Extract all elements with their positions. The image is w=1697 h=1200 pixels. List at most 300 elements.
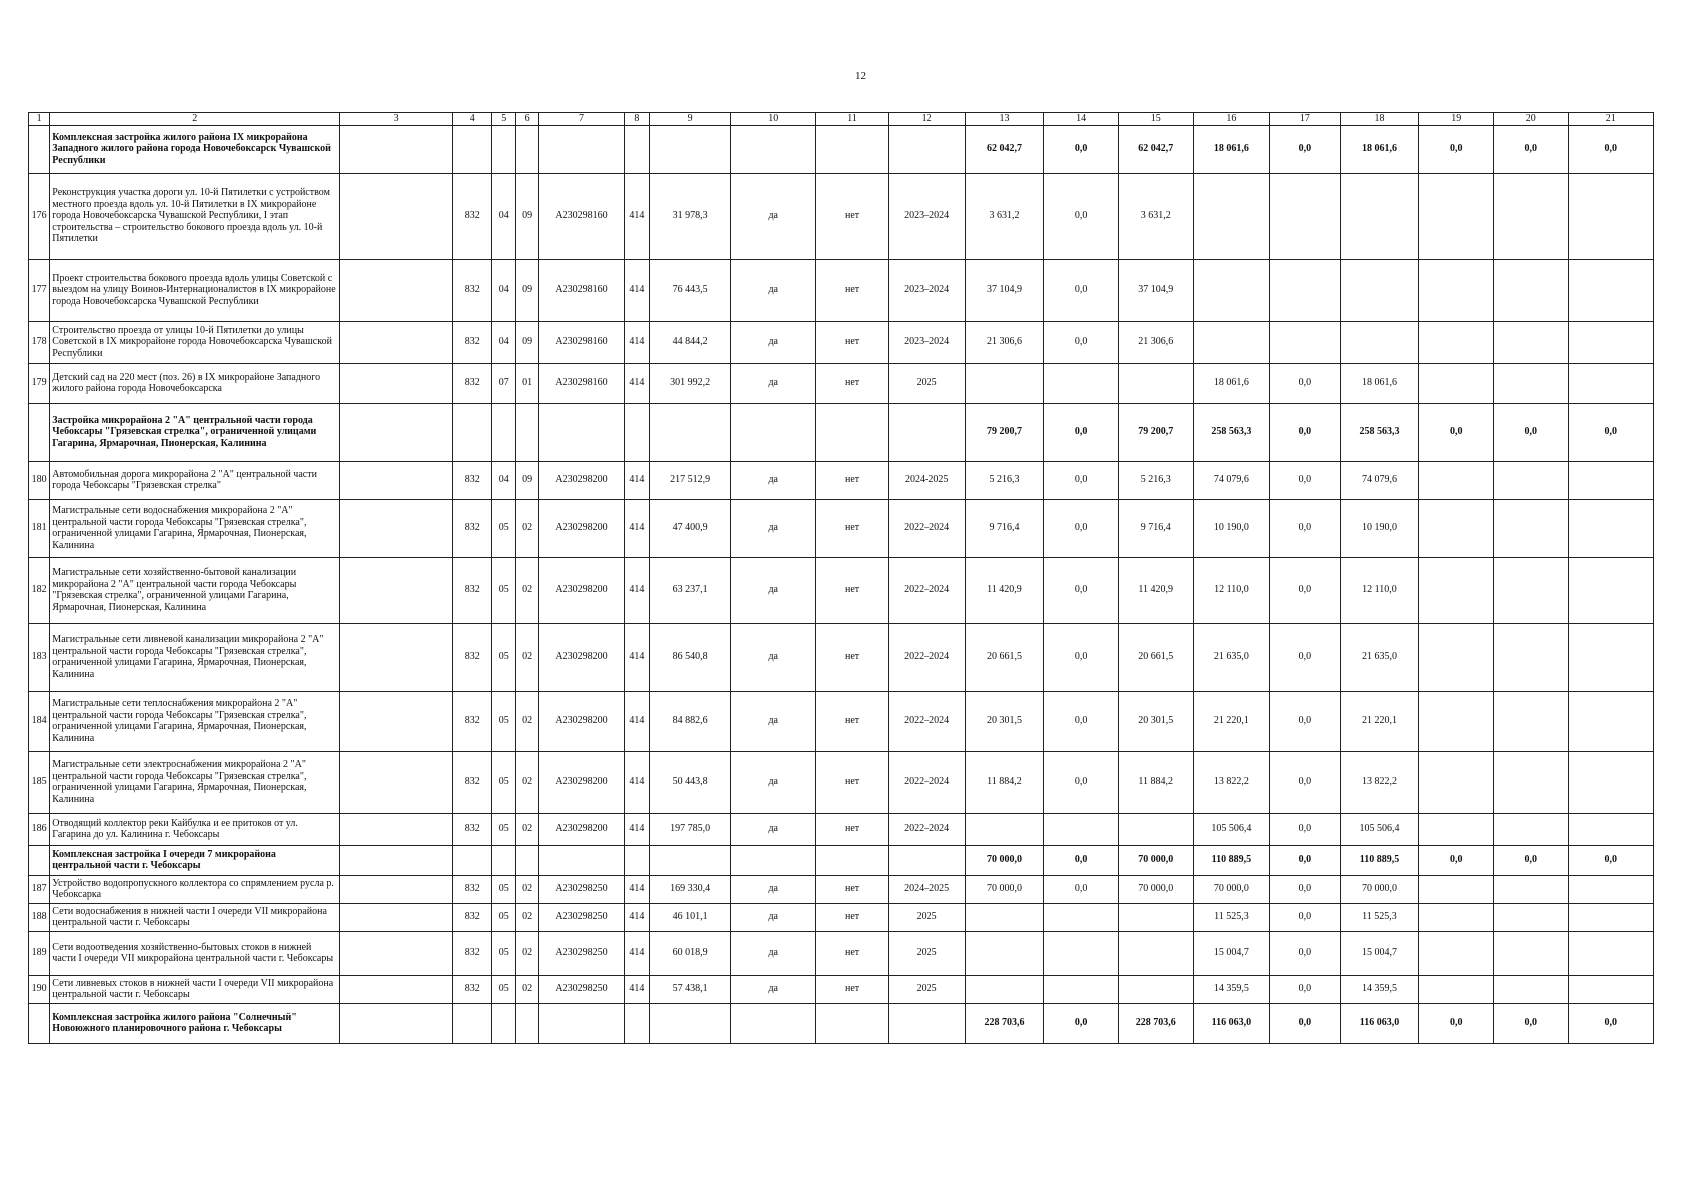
cell-col-15: 70 000,0: [1118, 875, 1193, 903]
cell-col-15: 70 000,0: [1118, 845, 1193, 875]
cell-col-14: [1044, 931, 1119, 975]
object-name-cell: Комплексная застройка I очереди 7 микрорайона центральной части г. Чебоксары: [50, 845, 340, 875]
cell-col-14: [1044, 975, 1119, 1003]
cell-col-13: 3 631,2: [965, 173, 1044, 259]
cell-col-21: [1568, 875, 1653, 903]
cell-col-16: 116 063,0: [1193, 1003, 1270, 1043]
cell-col-21: 0,0: [1568, 403, 1653, 461]
cell-col-16: 18 061,6: [1193, 125, 1270, 173]
cell-col-16: 10 190,0: [1193, 499, 1270, 557]
object-name-cell: Магистральные сети ливневой канализации микрорайона 2 "А" центральной части города Чебоксары "Грязевская стрелка", ограниченной улицами Гагарина, Ярмарочная, Пионерская, Калинина: [50, 623, 340, 691]
cell-col-13: [965, 813, 1044, 845]
cell-col-7: А230298200: [539, 499, 624, 557]
cell-col-21: 0,0: [1568, 1003, 1653, 1043]
cell-col-12: 2023–2024: [888, 173, 965, 259]
cell-col-7: [539, 845, 624, 875]
cell-col-10: да: [731, 751, 816, 813]
cell-col-18: [1340, 321, 1419, 363]
cell-col-4: 832: [453, 751, 492, 813]
cell-col-9: 169 330,4: [650, 875, 731, 903]
cell-col-11: нет: [816, 557, 888, 623]
cell-col-4: 832: [453, 691, 492, 751]
cell-col-20: [1493, 903, 1568, 931]
cell-col-10: [731, 403, 816, 461]
cell-col-7: А230298160: [539, 259, 624, 321]
cell-col-5: 05: [492, 813, 515, 845]
group-row: [29, 845, 1654, 875]
cell-col-14: 0,0: [1044, 691, 1119, 751]
cell-col-3: [340, 321, 453, 363]
cell-col-6: 01: [515, 363, 538, 403]
cell-col-11: нет: [816, 623, 888, 691]
cell-col-15: [1118, 975, 1193, 1003]
table-body: [29, 113, 1654, 1044]
cell-col-8: [624, 845, 650, 875]
cell-col-15: 20 661,5: [1118, 623, 1193, 691]
row-number-cell: 186: [29, 813, 50, 845]
cell-col-11: нет: [816, 903, 888, 931]
cell-col-21: [1568, 173, 1653, 259]
cell-col-6: 02: [515, 623, 538, 691]
cell-col-14: 0,0: [1044, 845, 1119, 875]
cell-col-19: [1419, 321, 1494, 363]
cell-col-13: 20 301,5: [965, 691, 1044, 751]
cell-col-4: [453, 403, 492, 461]
table-row: [29, 931, 1654, 975]
cell-col-13: 37 104,9: [965, 259, 1044, 321]
column-number-21: 21: [1568, 113, 1653, 126]
cell-col-9: [650, 403, 731, 461]
row-number-cell: 180: [29, 461, 50, 499]
cell-col-18: 12 110,0: [1340, 557, 1419, 623]
cell-col-21: [1568, 691, 1653, 751]
cell-col-19: 0,0: [1419, 1003, 1494, 1043]
cell-col-3: [340, 623, 453, 691]
cell-col-19: 0,0: [1419, 403, 1494, 461]
column-number-17: 17: [1270, 113, 1340, 126]
cell-col-17: 0,0: [1270, 623, 1340, 691]
cell-col-10: да: [731, 499, 816, 557]
cell-col-17: 0,0: [1270, 363, 1340, 403]
cell-col-21: [1568, 903, 1653, 931]
cell-col-4: 832: [453, 259, 492, 321]
table-row: [29, 461, 1654, 499]
cell-col-15: [1118, 363, 1193, 403]
cell-col-10: да: [731, 363, 816, 403]
cell-col-11: нет: [816, 363, 888, 403]
cell-col-3: [340, 363, 453, 403]
cell-col-17: 0,0: [1270, 557, 1340, 623]
cell-col-16: 21 635,0: [1193, 623, 1270, 691]
cell-col-14: 0,0: [1044, 321, 1119, 363]
cell-col-7: [539, 1003, 624, 1043]
table-row: [29, 363, 1654, 403]
cell-col-12: 2025: [888, 975, 965, 1003]
cell-col-18: 11 525,3: [1340, 903, 1419, 931]
cell-col-13: 70 000,0: [965, 845, 1044, 875]
cell-col-15: 5 216,3: [1118, 461, 1193, 499]
cell-col-10: да: [731, 903, 816, 931]
cell-col-8: [624, 403, 650, 461]
cell-col-3: [340, 499, 453, 557]
cell-col-13: [965, 931, 1044, 975]
cell-col-8: 414: [624, 173, 650, 259]
cell-col-11: нет: [816, 691, 888, 751]
cell-col-9: 197 785,0: [650, 813, 731, 845]
cell-col-14: 0,0: [1044, 751, 1119, 813]
cell-col-4: 832: [453, 875, 492, 903]
cell-col-17: [1270, 321, 1340, 363]
cell-col-20: [1493, 321, 1568, 363]
cell-col-6: [515, 845, 538, 875]
cell-col-15: 62 042,7: [1118, 125, 1193, 173]
cell-col-19: [1419, 931, 1494, 975]
cell-col-12: 2025: [888, 363, 965, 403]
cell-col-17: 0,0: [1270, 931, 1340, 975]
cell-col-10: да: [731, 461, 816, 499]
cell-col-5: 05: [492, 751, 515, 813]
cell-col-19: 0,0: [1419, 125, 1494, 173]
cell-col-6: 02: [515, 557, 538, 623]
object-name-cell: Устройство водопропускного коллектора со спрямлением русла р. Чебоксарка: [50, 875, 340, 903]
cell-col-10: да: [731, 875, 816, 903]
cell-col-16: 11 525,3: [1193, 903, 1270, 931]
cell-col-5: 05: [492, 975, 515, 1003]
cell-col-9: [650, 1003, 731, 1043]
cell-col-16: 21 220,1: [1193, 691, 1270, 751]
cell-col-4: [453, 125, 492, 173]
cell-col-6: [515, 125, 538, 173]
object-name-cell: Магистральные сети электроснабжения микрорайона 2 "А" центральной части города Чебоксары "Грязевская стрелка", ограниченной улицами Гагарина, Ярмарочная, Пионерская, Калинина: [50, 751, 340, 813]
object-name-cell: Комплексная застройка жилого района IX микрорайона Западного жилого района города Новочебоксарск Чувашской Республики: [50, 125, 340, 173]
cell-col-16: 14 359,5: [1193, 975, 1270, 1003]
cell-col-16: 15 004,7: [1193, 931, 1270, 975]
cell-col-13: 21 306,6: [965, 321, 1044, 363]
cell-col-10: да: [731, 321, 816, 363]
cell-col-4: 832: [453, 321, 492, 363]
cell-col-8: 414: [624, 691, 650, 751]
cell-col-9: 57 438,1: [650, 975, 731, 1003]
cell-col-14: 0,0: [1044, 623, 1119, 691]
row-number-cell: 177: [29, 259, 50, 321]
cell-col-6: [515, 403, 538, 461]
row-number-cell: 178: [29, 321, 50, 363]
cell-col-8: 414: [624, 321, 650, 363]
cell-col-11: [816, 845, 888, 875]
column-number-7: 7: [539, 113, 624, 126]
cell-col-7: [539, 125, 624, 173]
column-number-11: 11: [816, 113, 888, 126]
column-number-1: 1: [29, 113, 50, 126]
cell-col-18: 15 004,7: [1340, 931, 1419, 975]
cell-col-3: [340, 903, 453, 931]
cell-col-17: 0,0: [1270, 751, 1340, 813]
cell-col-18: 70 000,0: [1340, 875, 1419, 903]
cell-col-8: 414: [624, 875, 650, 903]
cell-col-15: 79 200,7: [1118, 403, 1193, 461]
cell-col-4: 832: [453, 931, 492, 975]
cell-col-7: А230298250: [539, 975, 624, 1003]
cell-col-20: [1493, 557, 1568, 623]
row-number-cell: 176: [29, 173, 50, 259]
cell-col-5: 05: [492, 903, 515, 931]
cell-col-7: А230298200: [539, 691, 624, 751]
cell-col-20: [1493, 751, 1568, 813]
cell-col-11: нет: [816, 975, 888, 1003]
row-number-cell: 190: [29, 975, 50, 1003]
cell-col-11: [816, 1003, 888, 1043]
table-row: [29, 173, 1654, 259]
cell-col-18: 21 220,1: [1340, 691, 1419, 751]
cell-col-16: 74 079,6: [1193, 461, 1270, 499]
row-number-cell: 179: [29, 363, 50, 403]
cell-col-12: 2022–2024: [888, 751, 965, 813]
cell-col-11: нет: [816, 931, 888, 975]
cell-col-21: [1568, 751, 1653, 813]
cell-col-3: [340, 975, 453, 1003]
cell-col-3: [340, 875, 453, 903]
cell-col-5: 04: [492, 321, 515, 363]
object-name-cell: Застройка микрорайона 2 "А" центральной части города Чебоксары "Грязевская стрелка", ограниченной улицами Гагарина, Ярмарочная, Пионерская, Калинина: [50, 403, 340, 461]
cell-col-7: А230298250: [539, 875, 624, 903]
column-number-3: 3: [340, 113, 453, 126]
cell-col-3: [340, 403, 453, 461]
cell-col-14: 0,0: [1044, 1003, 1119, 1043]
object-name-cell: Автомобильная дорога микрорайона 2 "А" центральной части города Чебоксары "Грязевская стрелка": [50, 461, 340, 499]
cell-col-3: [340, 845, 453, 875]
cell-col-13: 79 200,7: [965, 403, 1044, 461]
cell-col-11: [816, 125, 888, 173]
cell-col-18: 18 061,6: [1340, 363, 1419, 403]
table-row: [29, 875, 1654, 903]
cell-col-15: 9 716,4: [1118, 499, 1193, 557]
cell-col-7: А230298200: [539, 623, 624, 691]
table-row: [29, 259, 1654, 321]
cell-col-8: 414: [624, 461, 650, 499]
column-number-20: 20: [1493, 113, 1568, 126]
cell-col-8: 414: [624, 931, 650, 975]
cell-col-17: 0,0: [1270, 125, 1340, 173]
cell-col-16: [1193, 259, 1270, 321]
cell-col-20: [1493, 259, 1568, 321]
cell-col-13: 5 216,3: [965, 461, 1044, 499]
table-row: [29, 321, 1654, 363]
object-name-cell: Комплексная застройка жилого района "Солнечный" Новоюжного планировочного района г. Чебоксары: [50, 1003, 340, 1043]
group-row: [29, 1003, 1654, 1043]
cell-col-6: 09: [515, 321, 538, 363]
cell-col-16: 13 822,2: [1193, 751, 1270, 813]
cell-col-18: 110 889,5: [1340, 845, 1419, 875]
cell-col-18: 74 079,6: [1340, 461, 1419, 499]
cell-col-10: [731, 125, 816, 173]
cell-col-5: [492, 125, 515, 173]
column-number-4: 4: [453, 113, 492, 126]
cell-col-8: 414: [624, 259, 650, 321]
cell-col-19: [1419, 259, 1494, 321]
cell-col-21: [1568, 259, 1653, 321]
cell-col-6: 02: [515, 931, 538, 975]
cell-col-13: [965, 903, 1044, 931]
cell-col-15: 11 884,2: [1118, 751, 1193, 813]
row-number-cell: [29, 125, 50, 173]
cell-col-6: 02: [515, 751, 538, 813]
cell-col-9: 84 882,6: [650, 691, 731, 751]
cell-col-12: 2023–2024: [888, 321, 965, 363]
column-number-18: 18: [1340, 113, 1419, 126]
cell-col-20: [1493, 931, 1568, 975]
cell-col-12: 2025: [888, 931, 965, 975]
cell-col-19: [1419, 557, 1494, 623]
cell-col-12: [888, 403, 965, 461]
cell-col-21: 0,0: [1568, 845, 1653, 875]
cell-col-4: 832: [453, 461, 492, 499]
cell-col-17: 0,0: [1270, 813, 1340, 845]
object-name-cell: Магистральные сети водоснабжения микрорайона 2 "А" центральной части города Чебоксары "Грязевская стрелка", ограниченной улицами Гагарина, Ярмарочная, Пионерская, Калинина: [50, 499, 340, 557]
cell-col-20: [1493, 499, 1568, 557]
cell-col-10: да: [731, 813, 816, 845]
cell-col-15: 20 301,5: [1118, 691, 1193, 751]
column-number-8: 8: [624, 113, 650, 126]
column-number-row: [29, 113, 1654, 126]
cell-col-15: [1118, 903, 1193, 931]
cell-col-9: [650, 125, 731, 173]
cell-col-20: 0,0: [1493, 845, 1568, 875]
cell-col-13: 20 661,5: [965, 623, 1044, 691]
cell-col-5: [492, 1003, 515, 1043]
cell-col-13: 11 420,9: [965, 557, 1044, 623]
cell-col-3: [340, 813, 453, 845]
cell-col-10: да: [731, 931, 816, 975]
cell-col-17: [1270, 173, 1340, 259]
cell-col-12: 2022–2024: [888, 557, 965, 623]
cell-col-14: 0,0: [1044, 461, 1119, 499]
cell-col-9: 86 540,8: [650, 623, 731, 691]
cell-col-14: 0,0: [1044, 875, 1119, 903]
row-number-cell: 189: [29, 931, 50, 975]
cell-col-8: 414: [624, 751, 650, 813]
cell-col-3: [340, 173, 453, 259]
cell-col-8: 414: [624, 623, 650, 691]
object-name-cell: Реконструкция участка дороги ул. 10-й Пятилетки с устройством местного проезда вдоль ул. 10-й Пятилетки в IX микрорайоне города Новочебоксарска Чувашской Республики, I этап строительства – строительство бокового проезда вдоль ул. 10-й Пятилетки: [50, 173, 340, 259]
column-number-6: 6: [515, 113, 538, 126]
cell-col-11: нет: [816, 751, 888, 813]
cell-col-3: [340, 125, 453, 173]
cell-col-19: [1419, 363, 1494, 403]
cell-col-19: [1419, 875, 1494, 903]
cell-col-20: 0,0: [1493, 125, 1568, 173]
cell-col-17: 0,0: [1270, 875, 1340, 903]
cell-col-4: 832: [453, 499, 492, 557]
cell-col-8: 414: [624, 557, 650, 623]
cell-col-10: да: [731, 557, 816, 623]
cell-col-12: 2022–2024: [888, 813, 965, 845]
cell-col-19: [1419, 173, 1494, 259]
table-row: [29, 903, 1654, 931]
cell-col-7: А230298160: [539, 173, 624, 259]
table-row: [29, 751, 1654, 813]
cell-col-4: 832: [453, 813, 492, 845]
table-row: [29, 813, 1654, 845]
cell-col-20: [1493, 875, 1568, 903]
cell-col-7: А230298200: [539, 751, 624, 813]
cell-col-8: 414: [624, 813, 650, 845]
cell-col-5: [492, 845, 515, 875]
cell-col-14: 0,0: [1044, 557, 1119, 623]
cell-col-3: [340, 751, 453, 813]
cell-col-20: [1493, 975, 1568, 1003]
cell-col-12: [888, 845, 965, 875]
cell-col-16: 110 889,5: [1193, 845, 1270, 875]
cell-col-12: 2025: [888, 903, 965, 931]
cell-col-11: нет: [816, 813, 888, 845]
cell-col-13: 228 703,6: [965, 1003, 1044, 1043]
cell-col-20: [1493, 363, 1568, 403]
object-name-cell: Сети ливневых стоков в нижней части I очереди VII микрорайона центральной части г. Чебоксары: [50, 975, 340, 1003]
group-row: [29, 125, 1654, 173]
row-number-cell: 185: [29, 751, 50, 813]
cell-col-19: [1419, 813, 1494, 845]
cell-col-11: нет: [816, 499, 888, 557]
cell-col-19: [1419, 499, 1494, 557]
cell-col-21: [1568, 931, 1653, 975]
cell-col-17: 0,0: [1270, 975, 1340, 1003]
cell-col-11: нет: [816, 259, 888, 321]
cell-col-14: 0,0: [1044, 499, 1119, 557]
cell-col-6: 02: [515, 499, 538, 557]
cell-col-4: 832: [453, 903, 492, 931]
cell-col-17: 0,0: [1270, 845, 1340, 875]
cell-col-17: [1270, 259, 1340, 321]
cell-col-6: 09: [515, 259, 538, 321]
cell-col-6: [515, 1003, 538, 1043]
column-number-16: 16: [1193, 113, 1270, 126]
cell-col-5: 05: [492, 499, 515, 557]
cell-col-7: А230298160: [539, 363, 624, 403]
cell-col-15: 37 104,9: [1118, 259, 1193, 321]
cell-col-11: нет: [816, 173, 888, 259]
cell-col-21: [1568, 557, 1653, 623]
cell-col-9: 60 018,9: [650, 931, 731, 975]
cell-col-6: 02: [515, 875, 538, 903]
column-number-15: 15: [1118, 113, 1193, 126]
cell-col-14: [1044, 363, 1119, 403]
cell-col-9: 76 443,5: [650, 259, 731, 321]
cell-col-6: 02: [515, 903, 538, 931]
cell-col-19: 0,0: [1419, 845, 1494, 875]
cell-col-20: [1493, 461, 1568, 499]
cell-col-21: [1568, 975, 1653, 1003]
cell-col-18: [1340, 173, 1419, 259]
column-number-9: 9: [650, 113, 731, 126]
table-row: [29, 499, 1654, 557]
object-name-cell: Магистральные сети теплоснабжения микрорайона 2 "А" центральной части города Чебоксары "Грязевская стрелка", ограниченной улицами Гагарина, Ярмарочная, Пионерская, Калинина: [50, 691, 340, 751]
cell-col-12: 2024–2025: [888, 875, 965, 903]
cell-col-18: 116 063,0: [1340, 1003, 1419, 1043]
cell-col-17: 0,0: [1270, 1003, 1340, 1043]
cell-col-19: [1419, 691, 1494, 751]
cell-col-16: 18 061,6: [1193, 363, 1270, 403]
cell-col-3: [340, 557, 453, 623]
cell-col-3: [340, 259, 453, 321]
cell-col-20: [1493, 691, 1568, 751]
cell-col-12: 2022–2024: [888, 691, 965, 751]
cell-col-5: [492, 403, 515, 461]
cell-col-8: [624, 1003, 650, 1043]
cell-col-17: 0,0: [1270, 691, 1340, 751]
cell-col-8: 414: [624, 363, 650, 403]
object-name-cell: Детский сад на 220 мест (поз. 26) в IX микрорайоне Западного жилого района города Новочебоксарска: [50, 363, 340, 403]
cell-col-11: [816, 403, 888, 461]
